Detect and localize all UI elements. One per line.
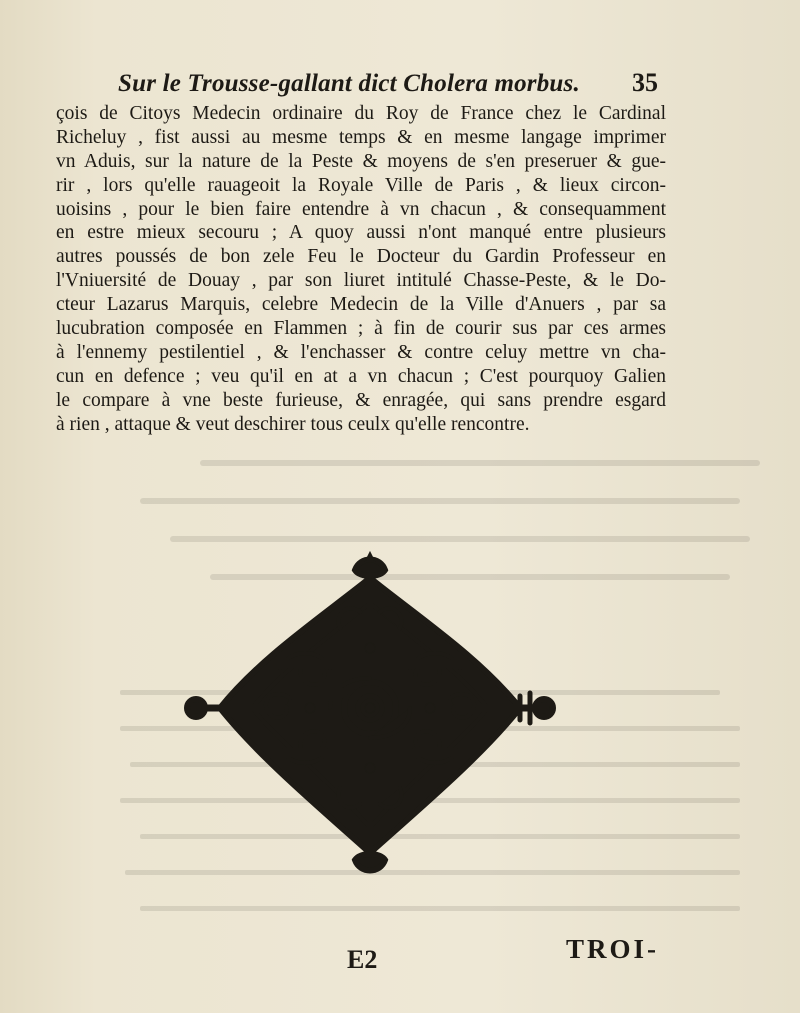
page-number: 35	[632, 68, 658, 97]
text-line: lucubration composée en Flammen ; à fin de courir sus par ces armes	[56, 318, 666, 340]
running-title: Sur le Trousse-gallant dict Cholera morbus.	[118, 70, 580, 97]
ornament-icon	[170, 548, 570, 893]
signature-mark: E2	[347, 945, 378, 974]
catchword: TROI-	[566, 934, 660, 964]
text-line: uoisins , pour le bien faire entendre à vn chacun , & consequamment	[56, 198, 666, 220]
body-paragraph	[56, 102, 666, 436]
text-line: l'Vniuersité de Douay , par son liuret intitulé Chasse-Peste, & le Do-	[56, 270, 666, 292]
text-line: çois de Citoys Medecin ordinaire du Roy de France chez le Cardinal	[56, 103, 666, 124]
text-line: Richeluy , fist aussi au mesme temps & en mesme langage imprimer	[56, 126, 666, 148]
text-line: rir , lors qu'elle rauageoit la Royale Ville de Paris , & lieux circon-	[56, 174, 666, 196]
text-line: cteur Lazarus Marquis, celebre Medecin de la Ville d'Anuers , par sa	[56, 294, 666, 316]
text-line: à l'ennemy pestilentiel , & l'enchasser & contre celuy mettre vn cha-	[56, 341, 666, 363]
text-line: le compare à vne beste furieuse, & enragée, qui sans prendre esgard	[56, 389, 666, 411]
text-line: en estre mieux secouru ; A quoy aussi n'ont manqué entre plusieurs	[56, 222, 666, 244]
text-line: cun en defence ; veu qu'il en at a vn chacun ; C'est pourquoy Galien	[56, 365, 666, 387]
running-header	[118, 70, 658, 106]
printers-ornament	[170, 548, 570, 893]
text-line: vn Aduis, sur la nature de la Peste & moyens de s'en preseruer & gue-	[56, 150, 666, 172]
text-line: autres poussés de bon zele Feu le Docteur du Gardin Professeur en	[56, 246, 666, 268]
text-line: à rien , attaque & veut deschirer tous ceulx qu'elle rencontre.	[56, 413, 530, 435]
